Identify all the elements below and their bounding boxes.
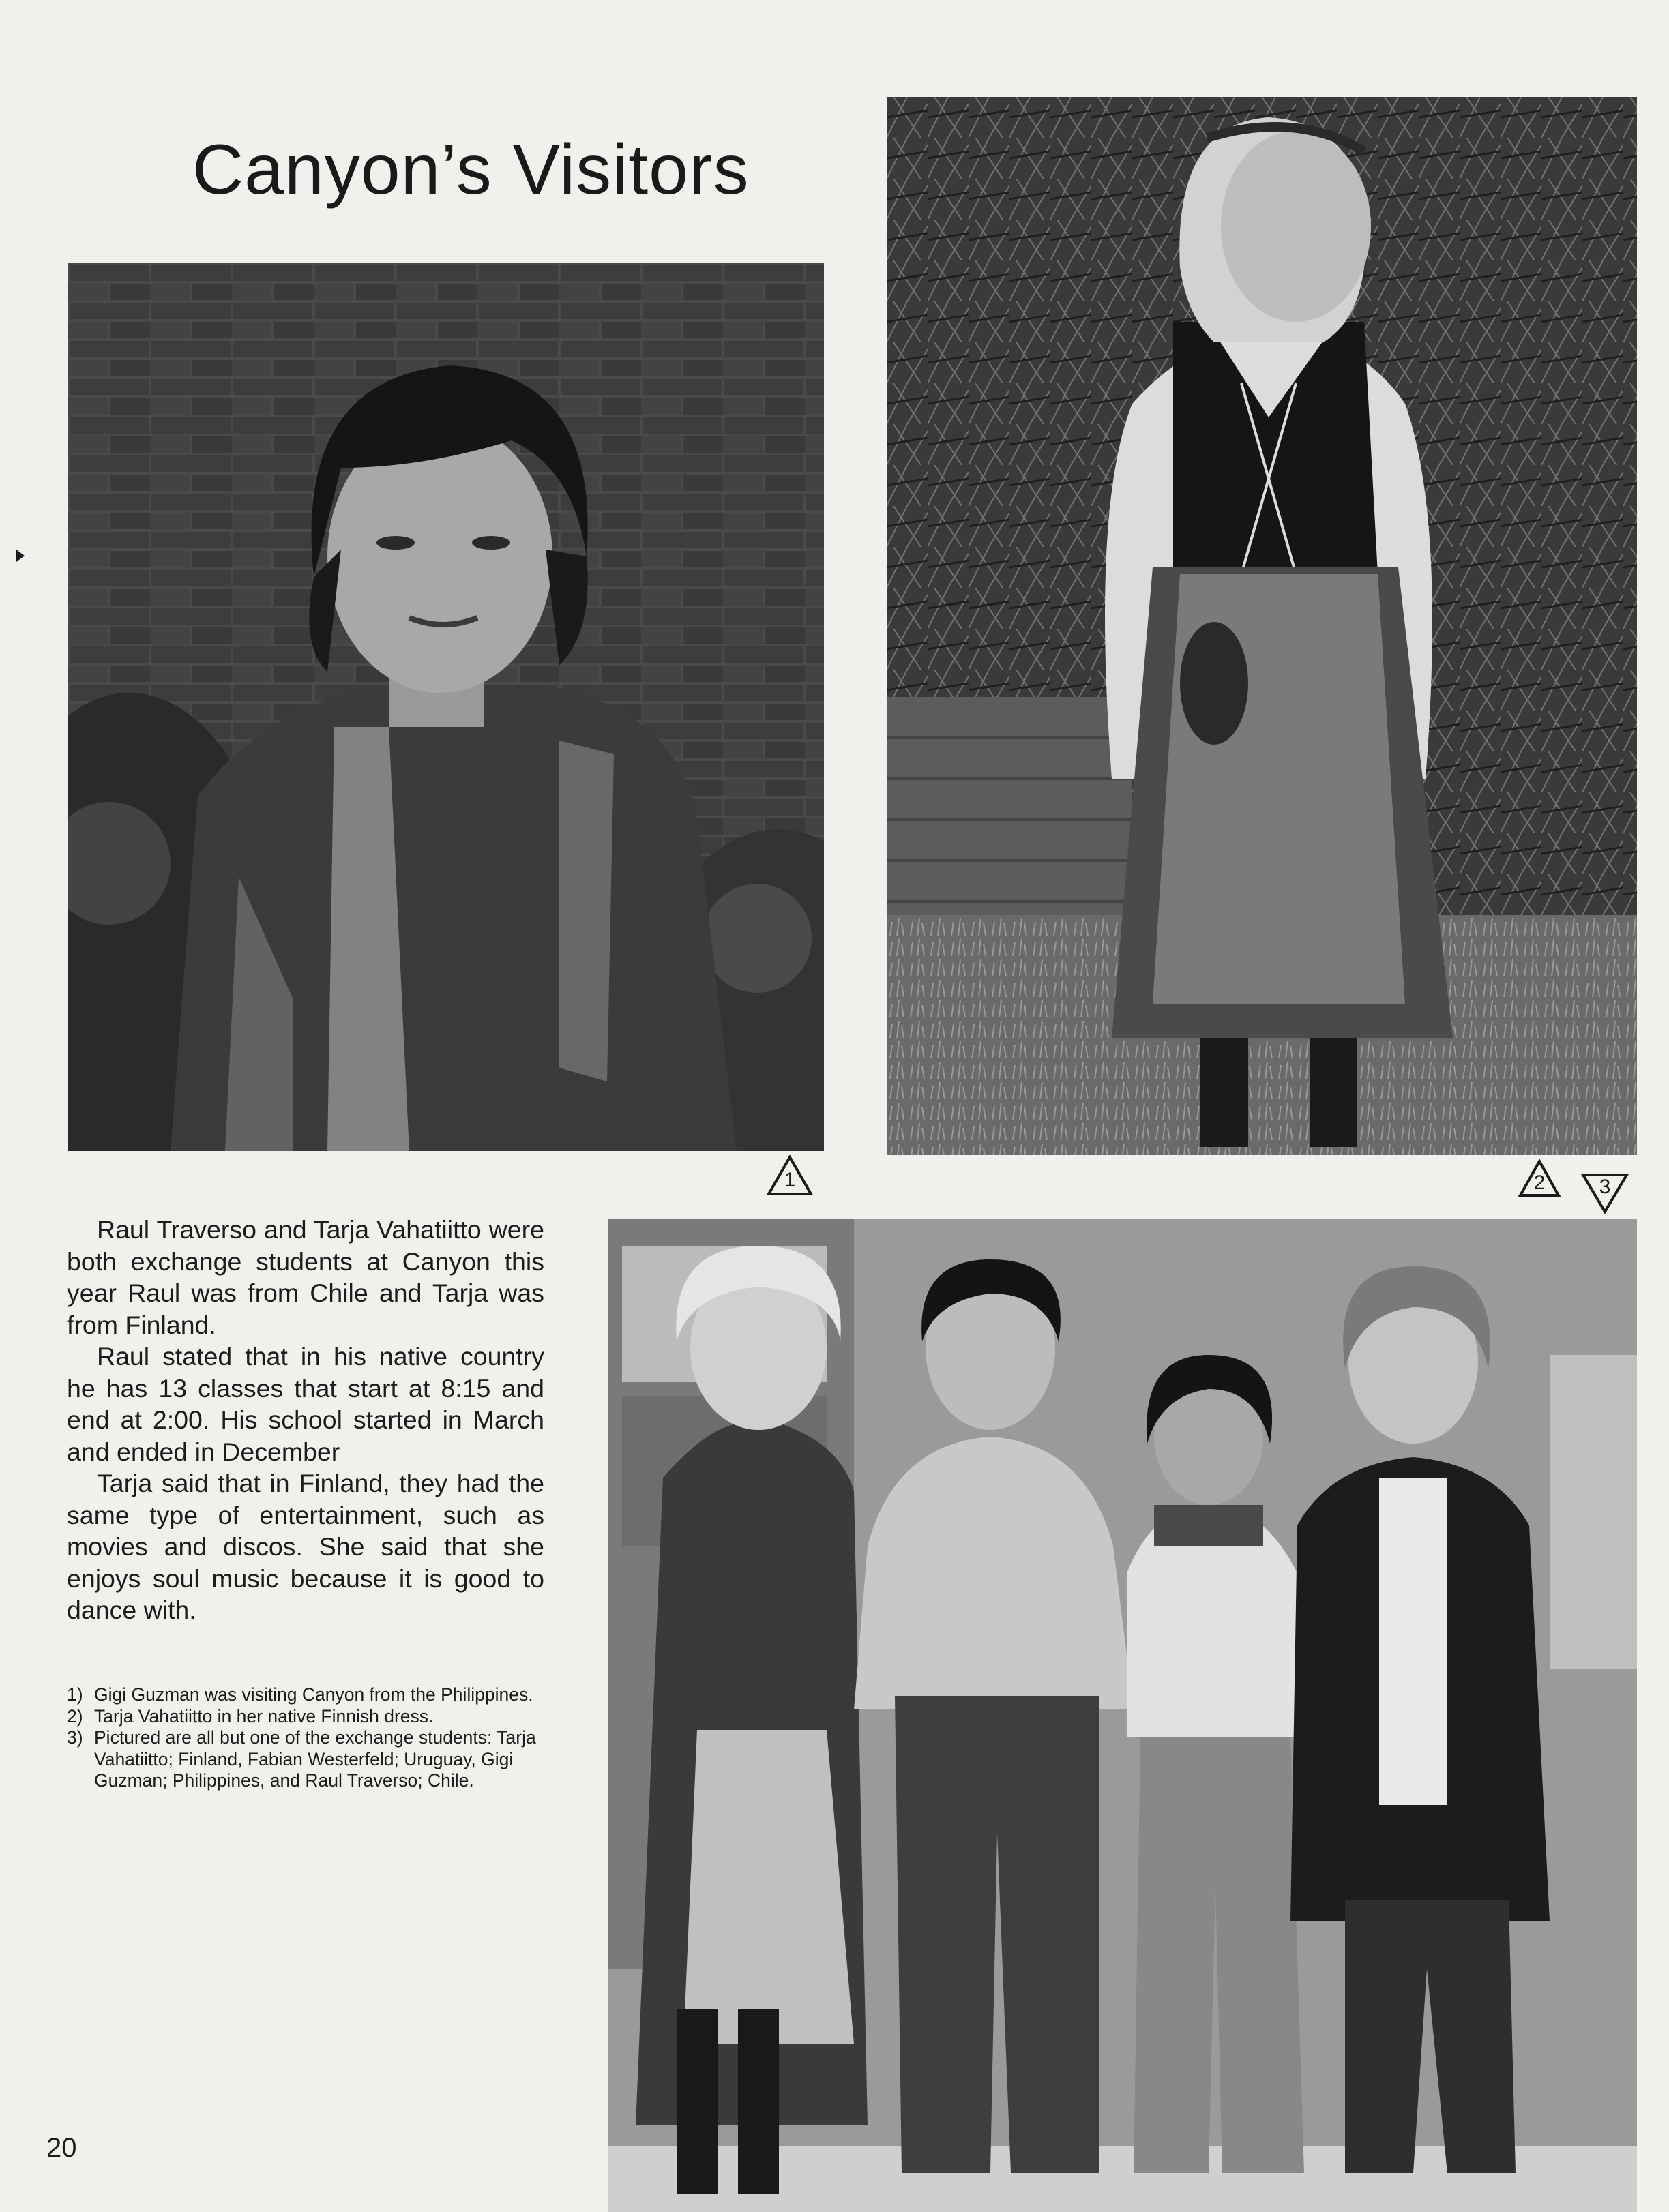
page-title: Canyon’s Visitors — [192, 130, 750, 209]
article-paragraph: Raul Traverso and Tarja Vahatiitto were both exchange students at Canyon this year Raul was from Chile and Tarja was from Finland. — [67, 1215, 544, 1339]
photo-tarja-vahatiitto — [887, 97, 1637, 1155]
caption-text: Tarja Vahatiitto in her native Finnish dress. — [94, 1705, 434, 1727]
photo-marker-3 — [1581, 1173, 1629, 1214]
photo-marker-2 — [1518, 1159, 1561, 1197]
photo-tarja-vahatiitto-image — [887, 97, 1637, 1155]
photo-gigi-guzman-image — [68, 263, 824, 1151]
caption-item — [67, 1706, 544, 1728]
article-paragraph: Raul stated that in his native country he has 13 classes that start at 8:15 and end at 2:00. His school started in March and ended in December — [67, 1342, 544, 1466]
photo-captions — [67, 1684, 544, 1792]
caption-item — [67, 1684, 544, 1706]
photo-exchange-students-group — [608, 1219, 1637, 2212]
binding-mark-icon — [15, 548, 26, 563]
caption-number: 3) — [67, 1727, 83, 1748]
photo-gigi-guzman — [68, 263, 824, 1151]
article-paragraph: Tarja said that in Finland, they had the same type of entertainment, such as movies and discos. She said that she enjoys soul music because it is good to dance with. — [67, 1469, 544, 1624]
caption-number: 2) — [67, 1705, 83, 1727]
photo-marker-3-number: 3 — [1599, 1176, 1611, 1198]
photo-marker-1-number: 1 — [784, 1169, 796, 1191]
page-number: 20 — [46, 2133, 77, 2163]
caption-text: Gigi Guzman was visiting Canyon from the Philippines. — [94, 1684, 533, 1705]
article-body — [67, 1214, 544, 1626]
binding-mark — [15, 548, 26, 563]
caption-number: 1) — [67, 1684, 83, 1705]
caption-text: Pictured are all but one of the exchange students: Tarja Vahatiitto; Finland, Fabian Westerfeld; Uruguay, Gigi Guzman; Philippines, and Raul Traverso; Chile. — [94, 1727, 536, 1791]
photo-marker-2-number: 2 — [1533, 1171, 1546, 1194]
photo-exchange-students-group-image — [608, 1219, 1637, 2212]
caption-item — [67, 1727, 544, 1792]
photo-marker-1 — [767, 1155, 813, 1196]
